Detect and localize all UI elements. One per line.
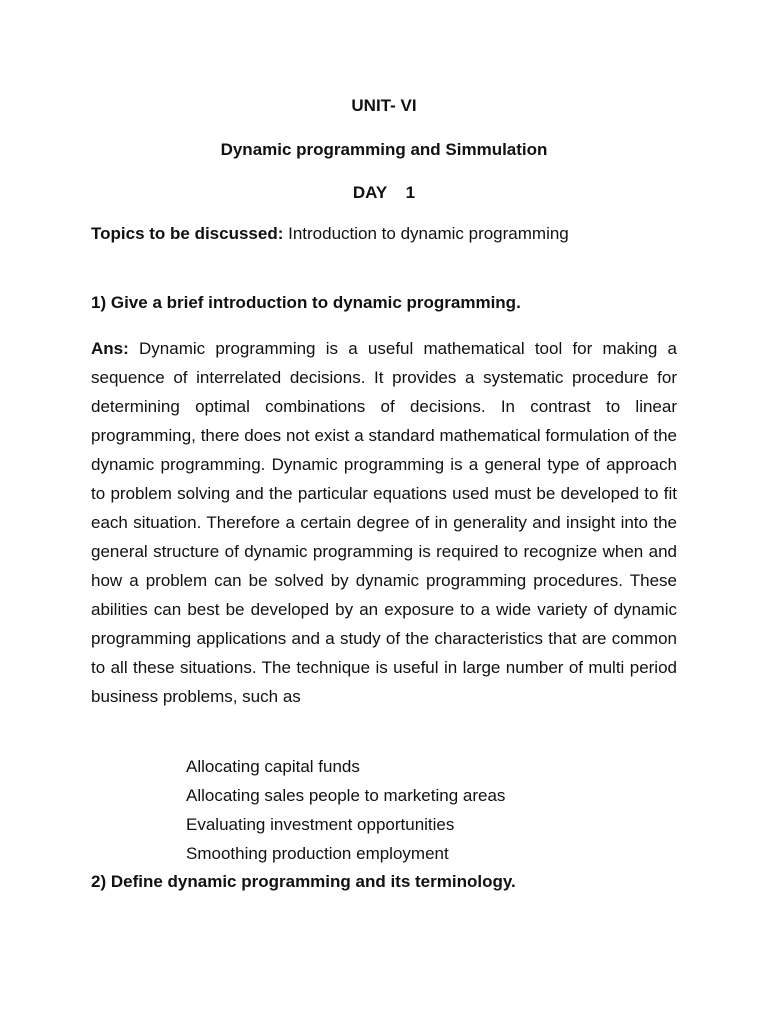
unit-heading: UNIT- VI (351, 96, 417, 115)
topics-line (91, 223, 681, 245)
day-heading: DAY 1 (352, 183, 416, 202)
list-item: Allocating sales people to marketing areas (186, 786, 506, 805)
topics-label: Topics to be discussed: (91, 224, 284, 243)
list-item: Allocating capital funds (186, 757, 360, 776)
answer-1 (91, 334, 677, 711)
list-item: Smoothing production employment (186, 844, 449, 863)
question-number: 2) (91, 872, 107, 891)
applications-list (186, 752, 505, 868)
document-title: Dynamic programming and Simmulation (220, 140, 548, 159)
answer-label: Ans: (91, 339, 129, 358)
question-number: 1) (91, 293, 107, 312)
question-text: Define dynamic programming and its terminology. (110, 872, 516, 891)
answer-text: Dynamic programming is a useful mathematical tool for making a sequence of interrelated decisions. It provides a systematic procedure for determining optimal combinations of decisions. In contrast to linear programming, there does not exist a standard mathematical formulation of the dynamic programming. Dynamic programming is a general type of approach to problem solving and the particular equations used must be developed to fit each situation. Therefore a certain degree of in generality and insight into the general structure of dynamic programming is required to recognize when and how a problem can be solved by dynamic programming procedures. These abilities can best be developed by an exposure to a wide variety of dynamic programming applications and a study of the characteristics that are common to all these situations. The technique is useful in large number of multi period business problems, such as (91, 339, 677, 706)
question-2 (91, 871, 691, 893)
topics-value: Introduction to dynamic programming (288, 224, 569, 243)
list-item: Evaluating investment opportunities (186, 815, 455, 834)
question-1 (91, 292, 691, 314)
question-text: Give a brief introduction to dynamic programming. (110, 293, 521, 312)
